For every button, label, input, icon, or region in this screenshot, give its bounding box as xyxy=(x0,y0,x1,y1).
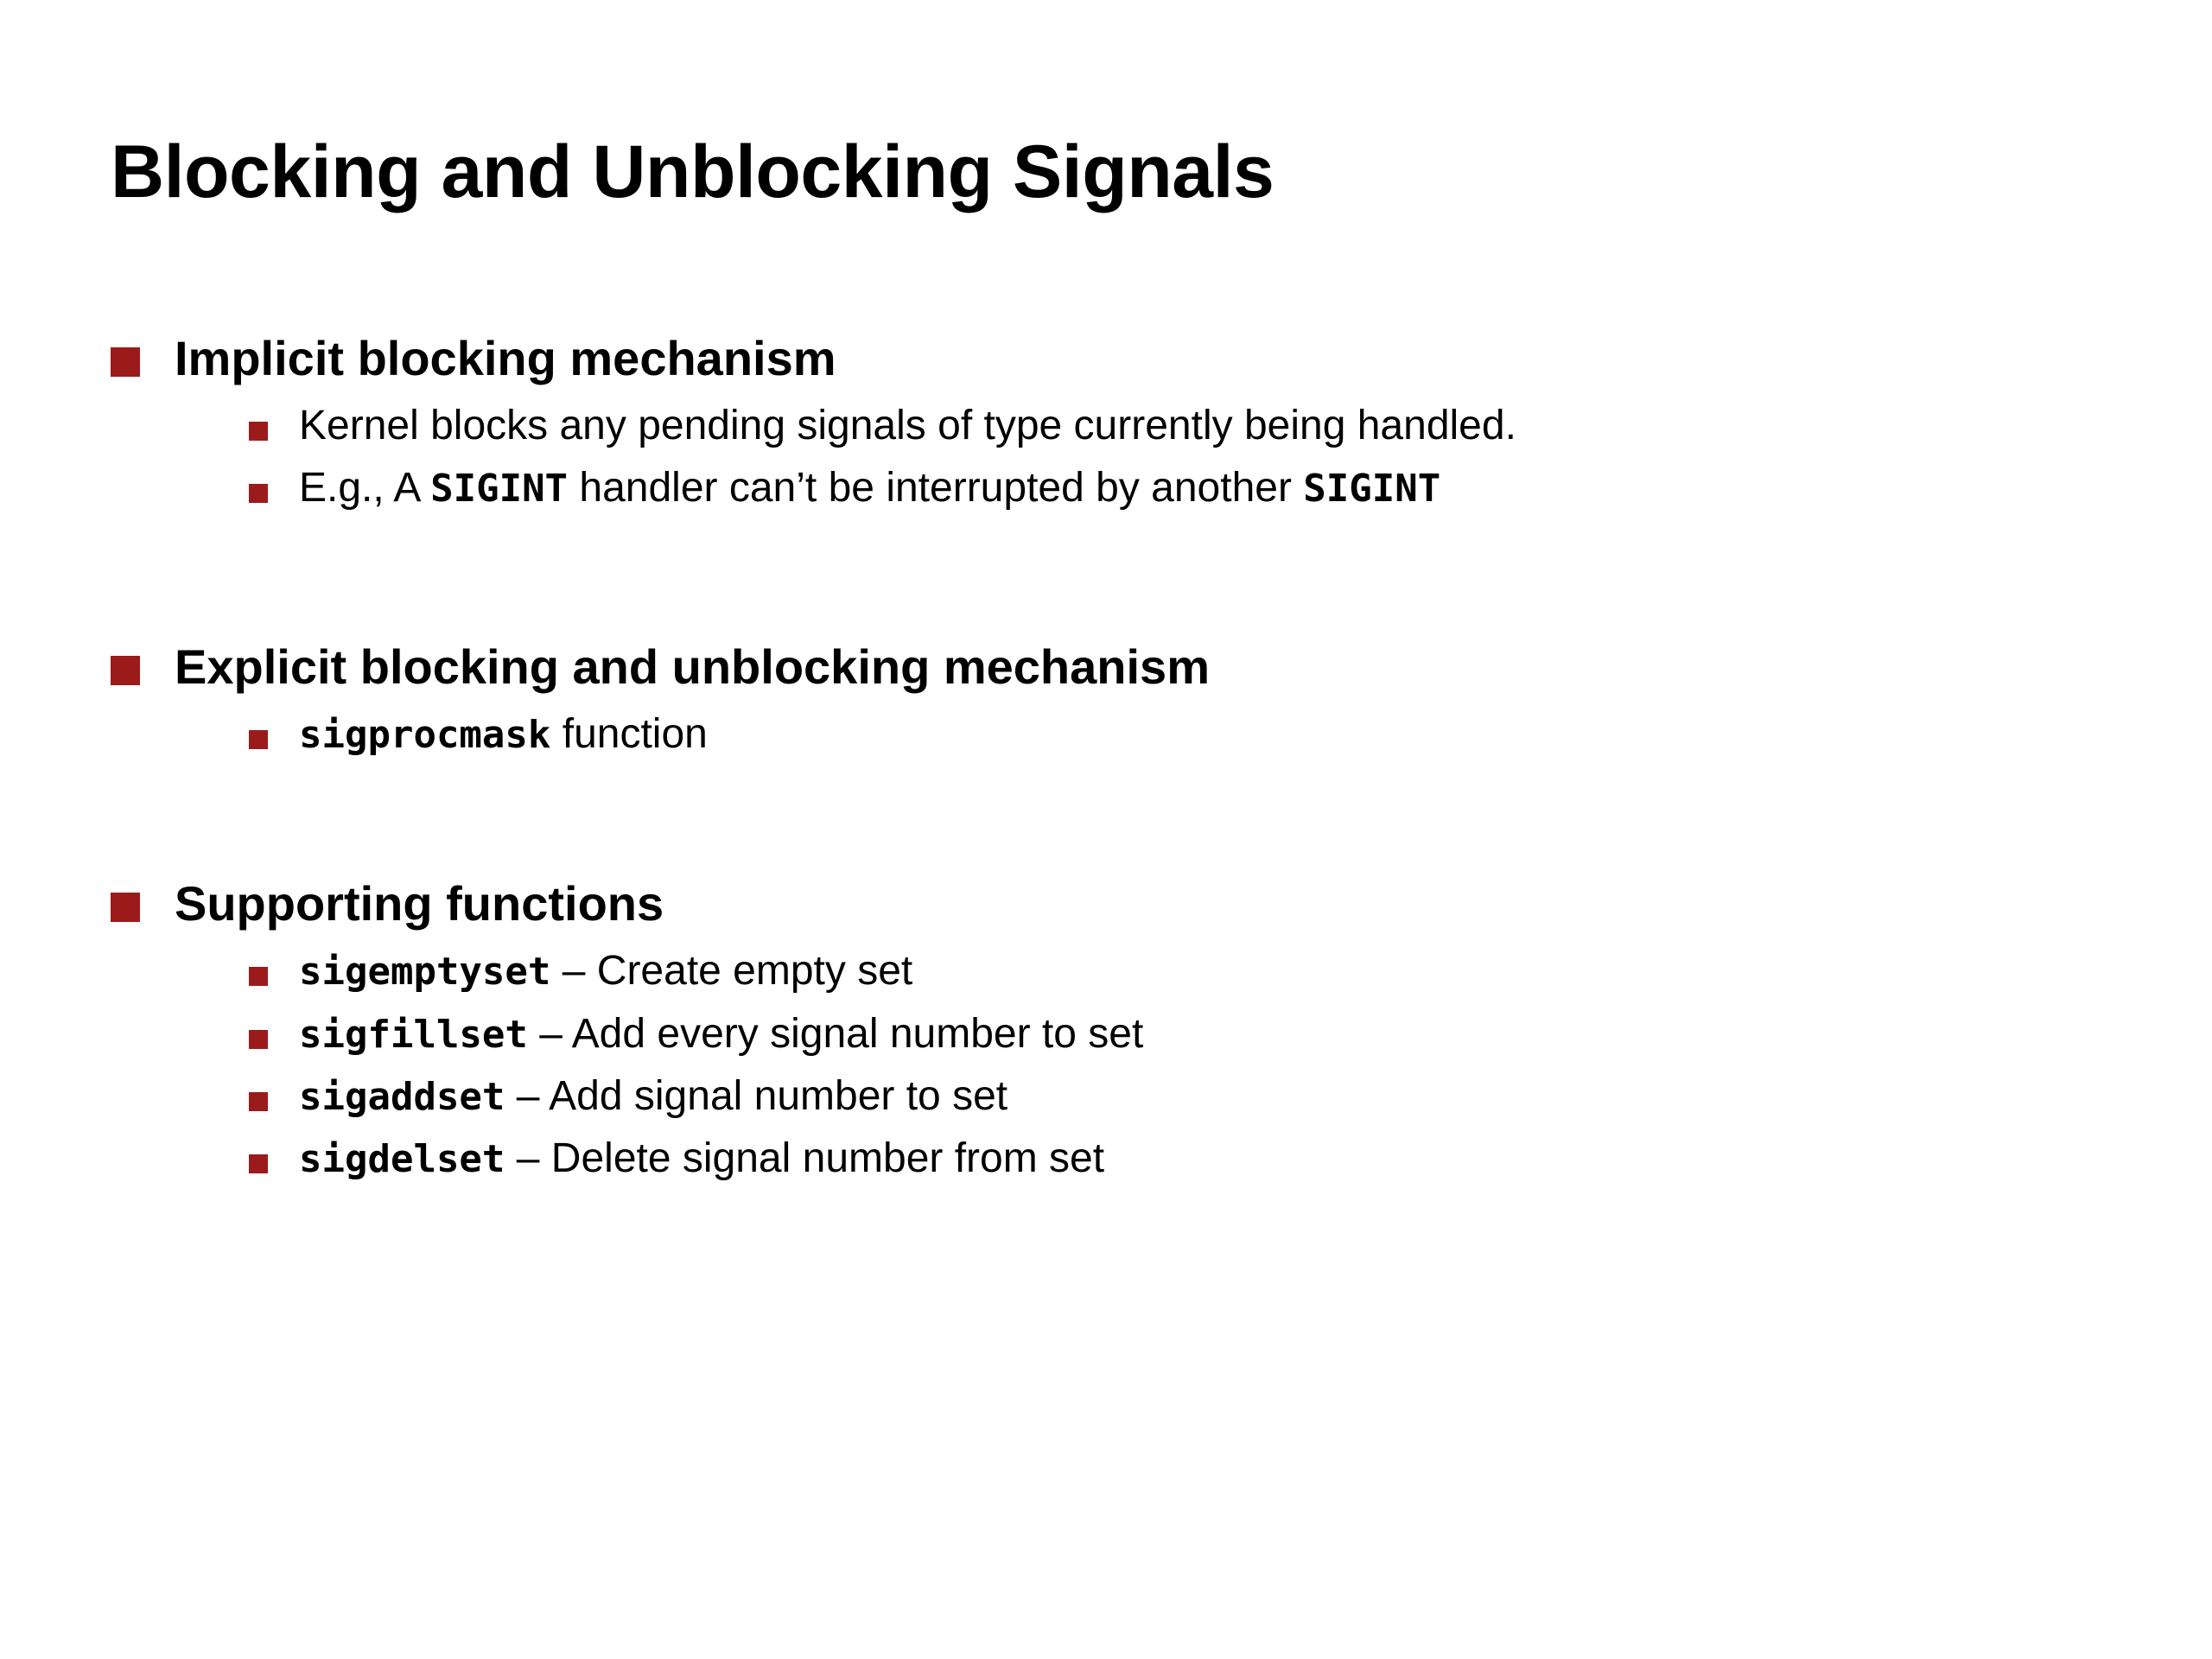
page-title: Blocking and Unblocking Signals xyxy=(111,130,1274,213)
code-token: sigprocmask xyxy=(299,712,551,757)
small-square-bullet-icon xyxy=(249,1154,268,1173)
bullet-level2-label xyxy=(299,1132,1104,1185)
bullet-level2 xyxy=(249,461,2115,515)
bullet-sublist xyxy=(111,944,2115,1186)
bullet-level1 xyxy=(111,637,2115,697)
small-square-bullet-icon xyxy=(249,1030,268,1049)
bullet-section xyxy=(111,637,2115,761)
text-run: E.g., A xyxy=(299,465,431,512)
bullet-level2-label xyxy=(299,461,1440,515)
section-spacer xyxy=(111,770,2115,874)
bullet-level2 xyxy=(249,399,2115,453)
bullet-level2-label xyxy=(299,1070,1007,1123)
square-bullet-icon xyxy=(111,347,140,377)
code-token: SIGINT xyxy=(430,467,569,512)
bullet-level2-label xyxy=(299,944,912,998)
bullet-level2-label xyxy=(299,1007,1143,1061)
code-token: SIGINT xyxy=(1303,467,1441,512)
bullet-level2 xyxy=(249,1070,2115,1123)
bullet-level1-label: Supporting functions xyxy=(175,876,664,931)
bullet-section xyxy=(111,328,2115,516)
square-bullet-icon xyxy=(111,893,140,922)
bullet-sublist xyxy=(111,399,2115,516)
bullet-level2 xyxy=(249,708,2115,761)
small-square-bullet-icon xyxy=(249,1092,268,1111)
bullet-level1 xyxy=(111,874,2115,934)
text-run: function xyxy=(550,710,708,757)
small-square-bullet-icon xyxy=(249,422,268,441)
small-square-bullet-icon xyxy=(249,967,268,986)
square-bullet-icon xyxy=(111,656,140,685)
bullet-level2 xyxy=(249,944,2115,998)
text-run: – Delete signal number from set xyxy=(505,1135,1105,1182)
bullet-level2-label xyxy=(299,708,708,761)
text-run: – Add every signal number to set xyxy=(527,1010,1144,1057)
slide-body xyxy=(111,328,2115,1195)
bullet-level2-label xyxy=(299,399,1516,453)
small-square-bullet-icon xyxy=(249,730,268,749)
text-run: – Add signal number to set xyxy=(505,1072,1008,1119)
bullet-level1-label: Explicit blocking and unblocking mechanism xyxy=(175,639,1210,694)
text-run: – Create empty set xyxy=(550,948,913,995)
bullet-level2 xyxy=(249,1007,2115,1061)
bullet-level1-label: Implicit blocking mechanism xyxy=(175,331,836,385)
bullet-sublist xyxy=(111,708,2115,761)
text-run: Kernel blocks any pending signals of type currently being handled. xyxy=(299,403,1516,448)
code-token: sigdelset xyxy=(299,1137,505,1182)
code-token: sigaddset xyxy=(299,1074,505,1119)
bullet-level1 xyxy=(111,328,2115,389)
bullet-level2 xyxy=(249,1132,2115,1185)
small-square-bullet-icon xyxy=(249,484,268,503)
bullet-section xyxy=(111,874,2115,1186)
code-token: sigfillset xyxy=(299,1012,528,1057)
code-token: sigemptyset xyxy=(299,950,551,995)
text-run: handler can’t be interrupted by another xyxy=(568,465,1304,512)
section-spacer xyxy=(111,524,2115,637)
